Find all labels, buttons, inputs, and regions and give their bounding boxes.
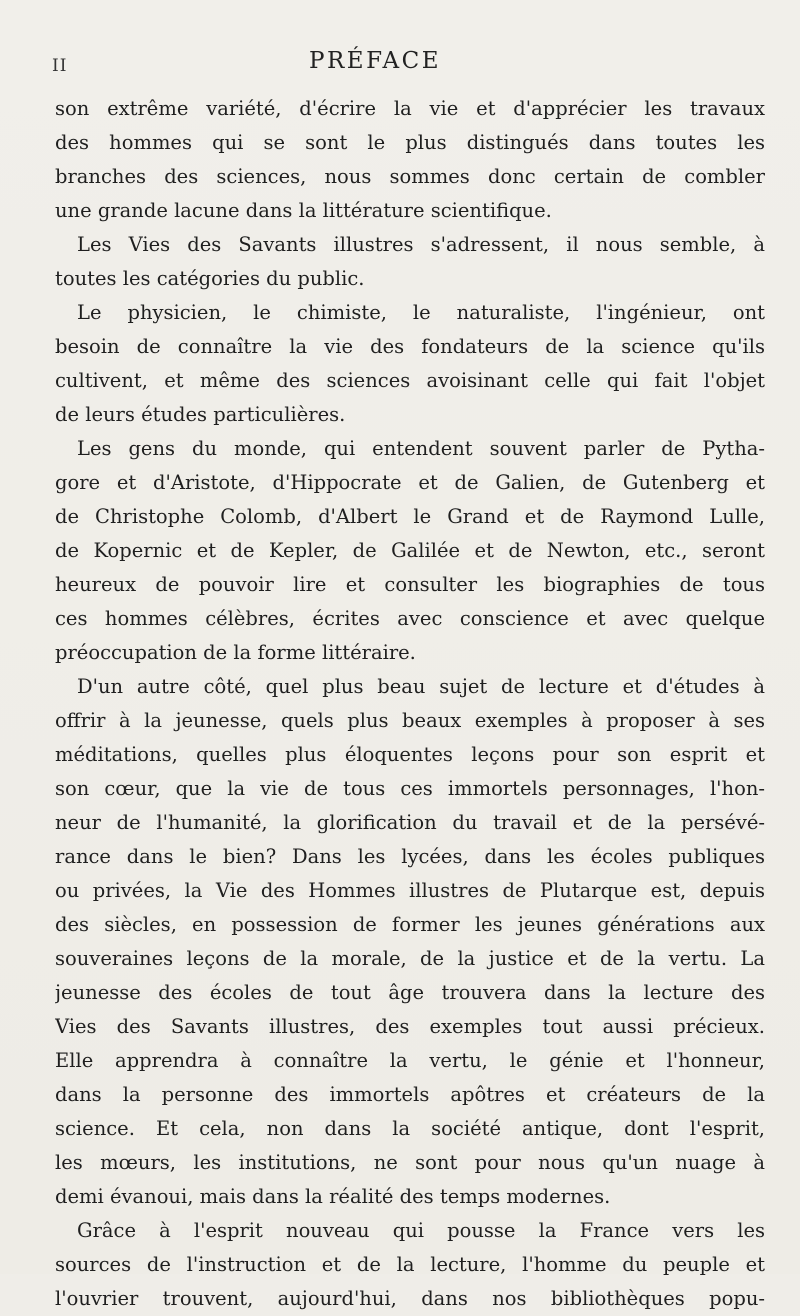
page-number: II (52, 56, 68, 76)
text-line: une grande lacune dans la littérature scientifique. (55, 199, 552, 222)
text-line: de leurs études particulières. (55, 403, 346, 426)
text-line: D'un autre côté, quel plus beau sujet de lecture et d'études à (77, 675, 765, 698)
text-line: des hommes qui se sont le plus distingués dans toutes les (55, 131, 765, 154)
text-line: des siècles, en possession de former les jeunes générations aux (55, 913, 765, 936)
text-line: de Kopernic et de Kepler, de Galilée et de Newton, etc., seront (55, 539, 765, 562)
text-line: cultivent, et même des sciences avoisinant celle qui fait l'objet (55, 369, 765, 392)
text-line: Elle apprendra à connaître la vertu, le génie et l'honneur, (55, 1049, 765, 1072)
text-line: neur de l'humanité, la glorification du travail et de la persévé- (55, 811, 765, 834)
text-line: l'ouvrier trouvent, aujourd'hui, dans nos bibliothèques popu- (55, 1287, 765, 1310)
text-line: offrir à la jeunesse, quels plus beaux exemples à proposer à ses (55, 709, 765, 732)
text-line: les mœurs, les institutions, ne sont pour nous qu'un nuage à (55, 1151, 765, 1174)
text-line: gore et d'Aristote, d'Hippocrate et de Galien, de Gutenberg et (55, 471, 765, 494)
text-line: branches des sciences, nous sommes donc certain de combler (55, 165, 765, 188)
text-line: Les Vies des Savants illustres s'adressent, il nous semble, à (77, 233, 765, 256)
text-line: rance dans le bien? Dans les lycées, dans les écoles publiques (55, 845, 765, 868)
body-text (55, 92, 765, 1316)
text-line: Vies des Savants illustres, des exemples tout aussi précieux. (55, 1015, 765, 1038)
text-line: Le physicien, le chimiste, le naturaliste, l'ingénieur, ont (77, 301, 765, 324)
text-line: ou privées, la Vie des Hommes illustres de Plutarque est, depuis (55, 879, 765, 902)
running-title: PRÉFACE (309, 48, 442, 74)
text-line: son extrême variété, d'écrire la vie et d'apprécier les travaux (55, 97, 765, 120)
text-line: toutes les catégories du public. (55, 267, 365, 290)
text-line: Les gens du monde, qui entendent souvent parler de Pytha- (77, 437, 765, 460)
text-line: souveraines leçons de la morale, de la justice et de la vertu. La (55, 947, 765, 970)
text-line: besoin de connaître la vie des fondateurs de la science qu'ils (55, 335, 765, 358)
text-line: sources de l'instruction et de la lecture, l'homme du peuple et (55, 1253, 765, 1276)
text-line: heureux de pouvoir lire et consulter les biographies de tous (55, 573, 765, 596)
text-line: demi évanoui, mais dans la réalité des temps modernes. (55, 1185, 611, 1208)
text-line: dans la personne des immortels apôtres et créateurs de la (55, 1083, 765, 1106)
text-line: Grâce à l'esprit nouveau qui pousse la France vers les (77, 1219, 765, 1242)
text-line: science. Et cela, non dans la société antique, dont l'esprit, (55, 1117, 765, 1140)
text-line: préoccupation de la forme littéraire. (55, 641, 416, 664)
text-line: son cœur, que la vie de tous ces immortels personnages, l'hon- (55, 777, 765, 800)
text-line: de Christophe Colomb, d'Albert le Grand et de Raymond Lulle, (55, 505, 765, 528)
text-line: jeunesse des écoles de tout âge trouvera dans la lecture des (55, 981, 765, 1004)
text-line: ces hommes célèbres, écrites avec conscience et avec quelque (55, 607, 765, 630)
text-line: méditations, quelles plus éloquentes leçons pour son esprit et (55, 743, 765, 766)
